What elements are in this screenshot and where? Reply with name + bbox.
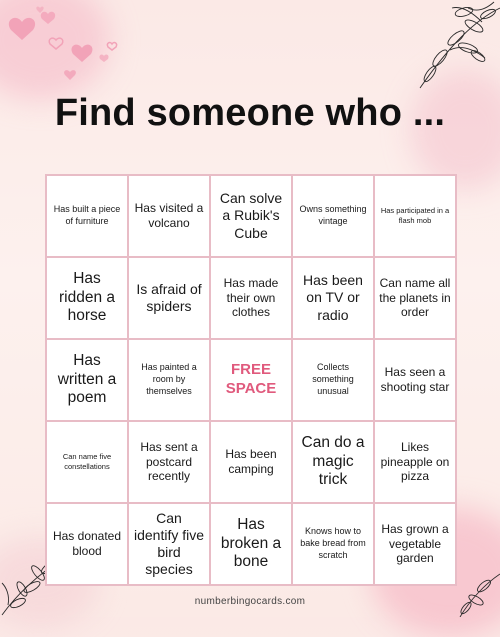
bingo-cell: Has seen a shooting star (374, 339, 456, 421)
bingo-cell: Owns something vintage (292, 175, 374, 257)
bingo-cell: Has painted a room by themselves (128, 339, 210, 421)
bingo-cell: Has ridden a horse (46, 257, 128, 339)
bingo-cell: Has broken a bone (210, 503, 292, 585)
bingo-cell: Likes pineapple on pizza (374, 421, 456, 503)
bingo-cell: Can name five constellations (46, 421, 128, 503)
bingo-cell: Has built a piece of furniture (46, 175, 128, 257)
page-title: Find someone who ... (54, 92, 446, 134)
bingo-cell: Has made their own clothes (210, 257, 292, 339)
bingo-cell: Is afraid of spiders (128, 257, 210, 339)
bingo-cell: Can solve a Rubik's Cube (210, 175, 292, 257)
bingo-cell: Has written a poem (46, 339, 128, 421)
hearts-icon (0, 0, 140, 95)
bingo-cell: Has visited a volcano (128, 175, 210, 257)
bingo-cell: Has been on TV or radio (292, 257, 374, 339)
bingo-cell: Has donated blood (46, 503, 128, 585)
bingo-cell: Can do a magic trick (292, 421, 374, 503)
leaf-branch-icon (390, 0, 500, 95)
bingo-cell: Can identify five bird species (128, 503, 210, 585)
bingo-cell: Has grown a vegetable garden (374, 503, 456, 585)
bingo-cell: Has sent a postcard recently (128, 421, 210, 503)
free-space-cell: FREE SPACE (210, 339, 292, 421)
bingo-cell: Knows how to bake bread from scratch (292, 503, 374, 585)
bingo-cell: Collects something unusual (292, 339, 374, 421)
bingo-grid (45, 174, 457, 586)
bingo-cell: Has participated in a flash mob (374, 175, 456, 257)
bingo-cell: Has been camping (210, 421, 292, 503)
bingo-cell: Can name all the planets in order (374, 257, 456, 339)
site-url-footer: numberbingocards.com (194, 596, 306, 607)
